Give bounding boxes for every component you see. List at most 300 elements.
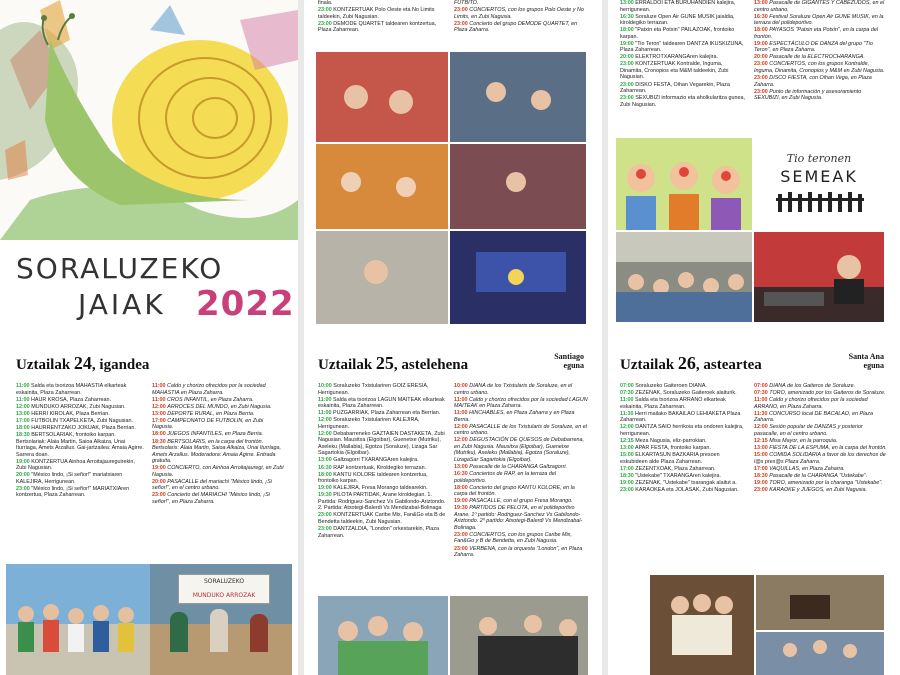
event-text: ZEZENAK, "Ustekabe" txarangak alaitut a. (635, 479, 737, 486)
program-event (754, 89, 888, 102)
snail-illustration (0, 0, 298, 240)
program-event (318, 397, 446, 410)
event-time: 18:00 (16, 424, 30, 431)
event-time: 17:00 (620, 465, 634, 472)
event-text: "Patxin eta Potxin" PAILAZOAK, frontoiko karpan. (620, 27, 735, 40)
event-time: 16:30 (318, 464, 332, 471)
event-time: 23:00 (754, 487, 768, 494)
program-event (754, 452, 888, 465)
event-time: 18:00 (318, 471, 332, 478)
event-time: 11:00 (16, 383, 30, 389)
event-text: Caldo y chorizo ofrecidos por la sociedad ARRANO, en Plaza Zaharra. (754, 397, 868, 410)
event-text: Soraluzeko Txistulariren KALEJIRA, Herrigunean. (318, 417, 420, 430)
program-event (754, 438, 888, 445)
program-event (16, 418, 144, 425)
event-text: CROS INFANTIL, en Plaza Zaharra. (167, 396, 254, 403)
program-event (16, 459, 144, 472)
program-event (454, 383, 588, 396)
banner-line2: MUNDUKO ARROZAK (192, 592, 256, 599)
event-text: Pasacalle de la CHARANGA "Ustekabe". (769, 472, 868, 479)
program-event (152, 397, 286, 404)
program-event (754, 411, 888, 424)
program-event (620, 27, 746, 40)
event-time: 13:00 (754, 445, 768, 452)
event-time: 12:00 (620, 424, 634, 431)
event-text: KONTZERTUAK Caribe Mix, Fan&Go eta B de Bendetta taldeekin, Zubi Nagusian. (318, 512, 446, 525)
event-time: 12:00 (318, 417, 332, 424)
event-time: 19:00 (620, 40, 634, 47)
program-event (454, 532, 588, 545)
program-event (754, 424, 888, 437)
program-event (454, 505, 588, 531)
event-time: 13:00 (754, 0, 768, 6)
event-text: CONCIERTO, con Ainhoa Arroitajauregi, en Zubi Nagusia. (152, 465, 284, 478)
event-time: 11:00 (754, 397, 768, 404)
event-text: KANTU KOLORE taldearen kontzertua, frontoiko karpan. (318, 471, 428, 485)
event-text: "México lindo, ¡Si señor!" MARIATXIAren kontzertua, Plaza Zaharrean. (16, 485, 130, 499)
program-event (454, 7, 588, 20)
poster-title-line1: SORALUZEKO (16, 252, 224, 285)
event-time: 19:30 (454, 505, 468, 512)
event-text: Concierto del grupo DEMODE QUARTET, en Plaza Zaharra. (454, 20, 578, 34)
event-time: 20:00 (754, 54, 768, 61)
event-text: PILOTA PARTIDAK, Arane kiroldegian. 1. Partida: Rodriguez-Sanchez Vs Gabilondo-Ariztondo. 2. Partida: Atxotegi-Balerdi Vs Mendizabal-Bolinaga (318, 492, 446, 512)
program-event (454, 546, 588, 559)
event-text: VERBENA, con la orquesta "London", en Plaza Zaharra. (454, 545, 583, 559)
event-text: DIANA de los Txistularis de Soraluze, en el centro urbano. (454, 383, 573, 396)
event-text: VAQUILLAS, en Plaza Zaharra. (769, 465, 845, 472)
event-time: 07:00 (754, 383, 768, 389)
event-text: DIANA de los Gaiteros de Soraluze. (769, 383, 856, 389)
program-event (454, 498, 588, 505)
event-time: 20:00 (620, 54, 634, 61)
event-text: CAMPEONATO DE FUTBOLIN, en Zubi Nagusia. (152, 417, 264, 431)
program-event (318, 512, 446, 525)
event-text: DISCO FIESTA, con Oihan Vega, en Plaza Zaharra. (754, 75, 872, 88)
event-time: 18:30 (754, 472, 768, 479)
program-event (754, 14, 888, 27)
day26-spanish-name: Santa Ana eguna (848, 352, 884, 370)
program-event (16, 425, 144, 432)
program-event (318, 383, 446, 396)
event-time: 11:00 (454, 410, 468, 417)
event-time: 23:00 (318, 512, 332, 519)
day26-spanish-column (754, 383, 888, 494)
program-event (620, 14, 746, 27)
event-text: KONTZERTUA Ainhoa Arroitajaureguirekin, Zubi Nagusian. (16, 458, 135, 472)
banner-line1: SORALUZEKO (203, 578, 245, 585)
program-event (318, 492, 446, 512)
event-text: DEMODE QUARTET taldearen kontzertua, Plaza Zaharrean. (318, 20, 437, 34)
event-text: PAYASOS "Patxin eta Potxin", en la carpa del frontón. (754, 27, 879, 40)
event-text: Debabarreneko GAZTAIEN DASTAKETA, Zubi Nagusian. Mausitxa (Elgoibar), Guenetxe (Mutriku), Axeleku (Mallabia), Egotza (Soraluze), Lizaga Sar Sagartokia (Elgoibar). (318, 430, 445, 457)
tio-teron-logo (754, 138, 884, 230)
event-text: CONCIERTOS, con los grupos Kontralde, Inguma, Dinamita, Cronopios y M&M en Zubi Nagusia. (754, 61, 885, 74)
photo-dancers (650, 575, 884, 675)
program-event (16, 397, 144, 404)
event-time: 23:00 (620, 95, 634, 102)
event-text: PASACALLE, con el grupo Fresa Morango. (469, 498, 573, 505)
day-heading-26: Uztailak 26, asteartea (620, 353, 762, 373)
event-time: 12:15 (754, 437, 768, 444)
program-event (318, 485, 446, 492)
day24-spanish-column (152, 383, 286, 506)
event-time: 16:30 (454, 471, 468, 478)
event-time: 11:00 (318, 410, 332, 417)
program-event (152, 404, 286, 411)
event-time: 23:00 (454, 7, 468, 14)
event-time: 17:00 (152, 417, 166, 424)
event-time: 17:00 (754, 465, 768, 472)
program-event (754, 54, 888, 61)
event-text: KONTZERTUAK Kontralde, Inguma, Dinamita, Cronopios eta M&M taldeekin, Zubi Nagusian. (620, 61, 729, 81)
event-time: 12:00 (754, 424, 768, 431)
event-time: 19:00 (620, 479, 634, 486)
program-event (754, 445, 888, 452)
event-time: 18:30 (620, 472, 634, 479)
program-event (16, 404, 144, 411)
photo-group-children (6, 564, 150, 675)
event-time: 23:00 (152, 492, 166, 499)
program-event (754, 27, 888, 40)
program-event (318, 472, 446, 485)
event-text: HINCHABLES, en Plaza Zaharra y en Plaza Berria. (454, 410, 575, 423)
program-event (620, 95, 746, 108)
event-text: Festival Soraluze Open Air GUNE MUSIK, en la terraza del polideportivo. (754, 13, 884, 27)
event-text: SEXUBIZI informazio eta aholkularitza gunea, Zubi Nagusian. (620, 95, 745, 108)
event-text: "México lindo, ¡Si señor!" mariatxiaren KALEJIRA, Herrigunean. (16, 472, 123, 485)
program-event (620, 473, 746, 480)
photo-children-and-band (318, 596, 588, 675)
event-time: 23:00 (454, 531, 468, 538)
event-time: 11:00 (152, 383, 166, 389)
program-event (318, 21, 446, 34)
event-time: 19:00 (754, 40, 768, 47)
program-event (318, 431, 446, 457)
event-time: 23:00 (454, 545, 468, 552)
event-time: 07:30 (620, 390, 634, 397)
event-text: Sesión popular de DANZAS y posterior pasacalle, en el centro urbano. (754, 424, 863, 437)
program-event (318, 410, 446, 417)
program-event (620, 0, 746, 13)
event-text: Pasacalle de GIGANTES Y CABEZUDOS, en el centro urbano. (754, 0, 885, 13)
program-event (620, 82, 746, 95)
event-time: 18:00 (454, 484, 468, 491)
event-text: Salda eta txorizoa MAHASTIA elkarteak eskainita, Plaza Zaharrean. (16, 383, 127, 396)
program-event (152, 465, 286, 478)
event-text: Misa Mayor, en la parroquia. (769, 437, 838, 444)
event-text: DEGUSTACIÓN DE QUESOS de Debabarrena, en Zubi Nagusia. Mausitxa (Elgoibar), Guenetxe (Mutriku), Axeleku (Mallabia), Egotza (Soraluze), LizagaSar Sagartokia (Elgoibar). (454, 437, 584, 463)
event-text: FUTBITO. (454, 0, 479, 6)
event-text: Galtzagorri TXARANGAren kalejira. (333, 457, 419, 464)
event-time: 15:00 (620, 452, 634, 459)
program-event (620, 445, 746, 452)
event-text: HAURRENTZAKO JOKUAK, Plaza Berrian. (31, 424, 136, 431)
event-time: 18:30 (16, 432, 30, 439)
event-time: 11:30 (754, 410, 768, 417)
event-time: 19:00 (754, 479, 768, 486)
event-time: 13:00 (152, 410, 166, 417)
event-time: 18:30 (152, 438, 166, 445)
day26-basque-column (620, 383, 746, 494)
event-time: 23:00 (454, 20, 468, 27)
program-event (318, 526, 446, 539)
event-text: PUZGARRIAK, Plaza Zaharrean eta Berrian. (333, 410, 441, 417)
event-time: 23:00 (620, 81, 634, 88)
event-text: HAUR KROSA, Plaza Zaharrean. (31, 396, 111, 403)
program-event (620, 61, 746, 81)
event-text: Pasacalle de la ELECTROCHARANGA. (769, 54, 865, 61)
event-text: TORO, amenizado por la charanga "Ustekabe". (769, 479, 883, 486)
event-text: Caldo y chorizo ofrecidos por la sociedad MAHASTIA en Plaza Zaharra. (152, 383, 266, 396)
event-text: Conciertos de RAP, en la terraza del polideportivo. (454, 471, 557, 484)
event-time: 23:00 (620, 61, 634, 68)
event-text: PASACALLE del mariachi "México lindo, ¡Si señor!", en el centro urbano. (152, 478, 272, 492)
program-event (620, 41, 746, 54)
photo-clowns (616, 138, 752, 230)
event-text: DISKO FESTA, Oihan Vegarekin, Plaza Zaharrean. (620, 81, 730, 95)
event-text: Caldo y chorizo ofrecidos por la sociedad LAGUN MAITEAK en Plaza Zaharra. (454, 396, 588, 410)
poster-year: 2022 (196, 284, 295, 324)
program-event (152, 411, 286, 418)
event-text: CONCIERTOS, con los grupos Polo Oeste y No Limits, en Zubi Nagusia. (454, 7, 584, 20)
event-text: DANTZALDIA, "London" orkestarekin, Plaza Zaharrean. (318, 526, 439, 539)
event-text: FUTBOLIN TXAPELKETA, Zubi Nagusian. (31, 417, 133, 424)
event-text: ELEKTROTXARANGAren kalejira. (635, 54, 718, 61)
event-text: Soraluzeko Gaiteroen DIANA. (635, 383, 707, 389)
event-text: PARTIDOS DE PELOTA, en el polideportivo Arane. 1º partido: Rodriguez-Sanchez Vs Gabilondo-Ariztondo. 2º partido: Atxotegi-Balerdi Vs Mendizabal-Bolinaga. (454, 505, 583, 531)
top-basque-column (620, 0, 746, 109)
event-time: 12:15 (620, 437, 634, 444)
event-text: BERTSOLARIS, en la carpa del frontón. Bertsolaris: Alaia Martin, Saioa Alkaiza, Unai Iturriaga, Amets Arzallus. Moderadora: Amaia Agirre. Entrada gratuita. (152, 438, 282, 465)
event-text: Meza Nagusia, eliz-parrokian. (635, 437, 707, 444)
event-time: 13:00 (620, 445, 634, 452)
event-text: Concierto del grupo KANTU KOLORE, en la carpa del frontón. (454, 484, 575, 498)
photo-street-crowd (616, 232, 752, 322)
event-text: ESPECTÁCULO DE DANZA del grupo "Tio Teron", en Plaza Zaharra. (754, 40, 873, 54)
event-text: FIESTA DE LA ESPUMA, en la carpa del frontón. (769, 445, 887, 452)
event-time: 16:30 (620, 13, 634, 20)
program-event (754, 487, 888, 494)
event-text: Salda eta txorizoa ARRANO elkarteak eskainita, Plaza Zaharrean. (620, 397, 726, 410)
program-event (152, 418, 286, 431)
event-text: TORO, amenizado por los Gaiteros de Soraluze. (769, 390, 886, 397)
event-time: 16:30 (754, 13, 768, 20)
day24-basque-column (16, 383, 144, 499)
program-event (454, 424, 588, 437)
program-event (454, 464, 588, 471)
event-time: 12:00 (318, 430, 332, 437)
program-event (454, 437, 588, 463)
event-text: CONCURSO local DE BACALAO, en Plaza Zaharra. (754, 410, 873, 424)
top-spanish-column (754, 0, 888, 102)
program-event (754, 397, 888, 410)
event-time: 12:00 (152, 403, 166, 410)
program-event (152, 479, 286, 492)
event-text: KARAOKE y JUEGOS, en Zubi Nagusia. (769, 487, 867, 494)
program-event (754, 480, 888, 487)
event-time: 11:00 (152, 396, 166, 403)
event-text: "Ustekabe" TXARANGAren kalejira. (635, 472, 721, 479)
logo-figures (774, 190, 864, 214)
program-event (754, 390, 888, 397)
program-event (454, 397, 588, 410)
program-event (620, 466, 746, 473)
event-time: 13:00 (16, 410, 30, 417)
event-time: 10:00 (318, 383, 332, 389)
day25-spanish-column (454, 383, 588, 559)
program-event (318, 465, 446, 472)
program-event (754, 75, 888, 88)
event-time: 13:00 (318, 457, 332, 464)
event-time: 23:00 (318, 526, 332, 533)
event-time: 19:30 (318, 492, 332, 499)
event-text: "Tio Teron" taldearen DANTZA IKUSKIZUNA, Plaza Zaharrean. (620, 40, 744, 54)
event-time: 18:00 (152, 431, 166, 438)
event-text: finala. (318, 0, 333, 6)
event-text: Soraluze Open Air GUNE MUSIK jaialdia, kiroldegiko terrazan. (620, 13, 735, 27)
event-text: Punto de información y asesoramiento SEXUBIZI, en Zubi Nagusia. (754, 88, 862, 102)
event-time: 13:00 (620, 0, 634, 6)
event-time: 15:00 (754, 452, 768, 459)
event-text: ERRALDOI ETA BURUHANDIEN kalejira, herrigunean. (620, 0, 736, 13)
event-time: 13:00 (454, 463, 468, 470)
event-text: HERRI KIROLAK, Plaza Berrian. (31, 410, 110, 417)
program-event (318, 0, 446, 7)
event-text: APAR FESTA, frontoiko karpan. (635, 445, 711, 452)
event-time: 07:30 (754, 390, 768, 397)
event-time: 19:00 (318, 485, 332, 492)
program-event (754, 466, 888, 473)
event-time: 19:00 (152, 465, 166, 472)
event-time: 20:00 (152, 478, 166, 485)
event-text: MUNDUKO ARROZAK, Zubi Nagusian. (31, 403, 126, 410)
event-text: ZEZENAK, Soraluzeko Gaiteroek alaiturik. (635, 390, 737, 397)
poster-page-1 (0, 0, 298, 675)
program-event (152, 492, 286, 505)
event-time: 19:00 (16, 458, 30, 465)
event-time: 11:00 (318, 396, 332, 403)
top-basque-column (318, 0, 446, 34)
event-time: 18:00 (620, 27, 634, 34)
program-event (620, 438, 746, 445)
program-event (454, 0, 588, 7)
event-text: BERTSOLARIAK, frontoiko karpan. Bertsolariak: Alaia Martin, Saioa Alkaiza, Unai Iturriaga, Amets Arzallus. Gai-jartzailea: Amaia Agirre. Sarrera doan. (16, 432, 144, 458)
event-time: 07:00 (620, 383, 634, 389)
event-text: DEPORTE RURAL, en Plaza Berria. (167, 410, 255, 417)
program-event (620, 397, 746, 410)
event-time: 23:00 (16, 485, 30, 492)
event-time: 23:00 (620, 487, 634, 494)
event-time: 23:00 (318, 7, 332, 14)
program-event (152, 431, 286, 438)
event-time: 23:00 (754, 75, 768, 82)
program-event (754, 383, 888, 390)
event-text: Pasacalle de la CHARANGA Galtzagorri. (469, 463, 568, 470)
event-text: ZEZENTXOAK, Plaza Zaharrean. (635, 465, 716, 472)
program-event (620, 54, 746, 61)
program-event (16, 486, 144, 499)
program-event (620, 383, 746, 390)
program-event (454, 471, 588, 484)
program-event (318, 7, 446, 20)
program-event (16, 383, 144, 396)
event-time: 20:00 (16, 472, 30, 479)
program-event (620, 424, 746, 437)
event-time: 18:00 (754, 27, 768, 34)
program-event (16, 472, 144, 485)
program-event (454, 485, 588, 498)
event-text: Soraluzeko Txistulariren GOIZ ERESIA, Herrigunean. (318, 383, 429, 396)
program-event (16, 432, 144, 458)
top-spanish-column (454, 0, 588, 34)
event-text: CONCIERTOS, con los grupos Caribe Mix, Fan&Go y B de Bendetta, en Zubi Nagusia. (454, 531, 572, 545)
event-time: 12:00 (454, 423, 468, 430)
event-text: Concierto del MARIACHI "México lindo, ¡Si señor!", en Plaza Zaharra. (152, 492, 270, 505)
event-time: 17:00 (16, 417, 30, 424)
program-event (620, 411, 746, 424)
program-event (620, 480, 746, 487)
event-text: COMIDA SOLIDARIA a favor de los derechos de l@s pres@s Plaza Zaharra. (754, 452, 886, 465)
program-event (620, 390, 746, 397)
program-event (620, 487, 746, 494)
event-text: KARAOKEA eta JOLASAK, Zubi Nagusian. (635, 487, 739, 494)
event-text: ARROCES DEL MUNDO, en Zubi Nagusia. (167, 403, 272, 410)
event-text: KALEJIRA, Fresa Morango taldearekin. (333, 485, 428, 492)
event-time: 11:00 (16, 396, 30, 403)
banner-sign (178, 574, 270, 604)
logo-main-text: SEMEAK (780, 167, 858, 186)
event-time: 11:00 (620, 397, 634, 404)
event-text: Salda eta txorizoa LAGUN MAITEAK elkarteak eskainita, Plaza Zaharrean. (318, 396, 445, 410)
program-event (318, 457, 446, 464)
photo-rice-banner (150, 564, 292, 675)
event-text: ELKARTASUN BAZKARIA presoen eskubideen alde Plaza Zaharrean. (620, 452, 720, 465)
program-event (754, 0, 888, 13)
event-time: 23:00 (754, 88, 768, 95)
program-event (454, 21, 588, 34)
program-event (754, 473, 888, 480)
poster-title-line2: JAIAK (78, 288, 166, 321)
program-event (152, 383, 286, 396)
event-time: 10:00 (454, 383, 468, 389)
event-time: 12:00 (16, 403, 30, 410)
event-time: 12:00 (454, 437, 468, 444)
event-time: 11:00 (454, 396, 468, 403)
program-event (318, 417, 446, 430)
poster-page-3 (608, 0, 900, 675)
day25-spanish-name: Santiago eguna (554, 352, 584, 370)
program-event (754, 61, 888, 74)
event-time: 23:00 (318, 20, 332, 27)
photo-dj (754, 232, 884, 322)
program-event (16, 411, 144, 418)
program-event (620, 452, 746, 465)
event-text: KONTZERTUAK Polo Oeste eta No Limits taldeekin, Zubi Nagusian. (318, 7, 435, 20)
event-text: RAP kontzertuak, Kiroldegiko terrazan. (333, 464, 427, 471)
program-event (754, 41, 888, 54)
photo-collage-1 (316, 52, 586, 324)
day-heading-25: Uztailak 25, astelehena (318, 353, 469, 373)
event-time: 19:00 (454, 498, 468, 505)
event-text: JUEGOS INFANTILES, en Plaza Berria. (167, 431, 264, 438)
event-text: PASACALLE de los Txistularis de Soraluze, en el centro urbano. (454, 423, 587, 437)
logo-script-text: Tio teronen (786, 152, 852, 165)
event-time: 11:30 (620, 410, 634, 417)
poster-page-2 (304, 0, 602, 675)
event-text: DANTZA SAIO herrikoia eta ondoren kalejira, herrigunean. (620, 424, 744, 437)
program-event (454, 410, 588, 423)
